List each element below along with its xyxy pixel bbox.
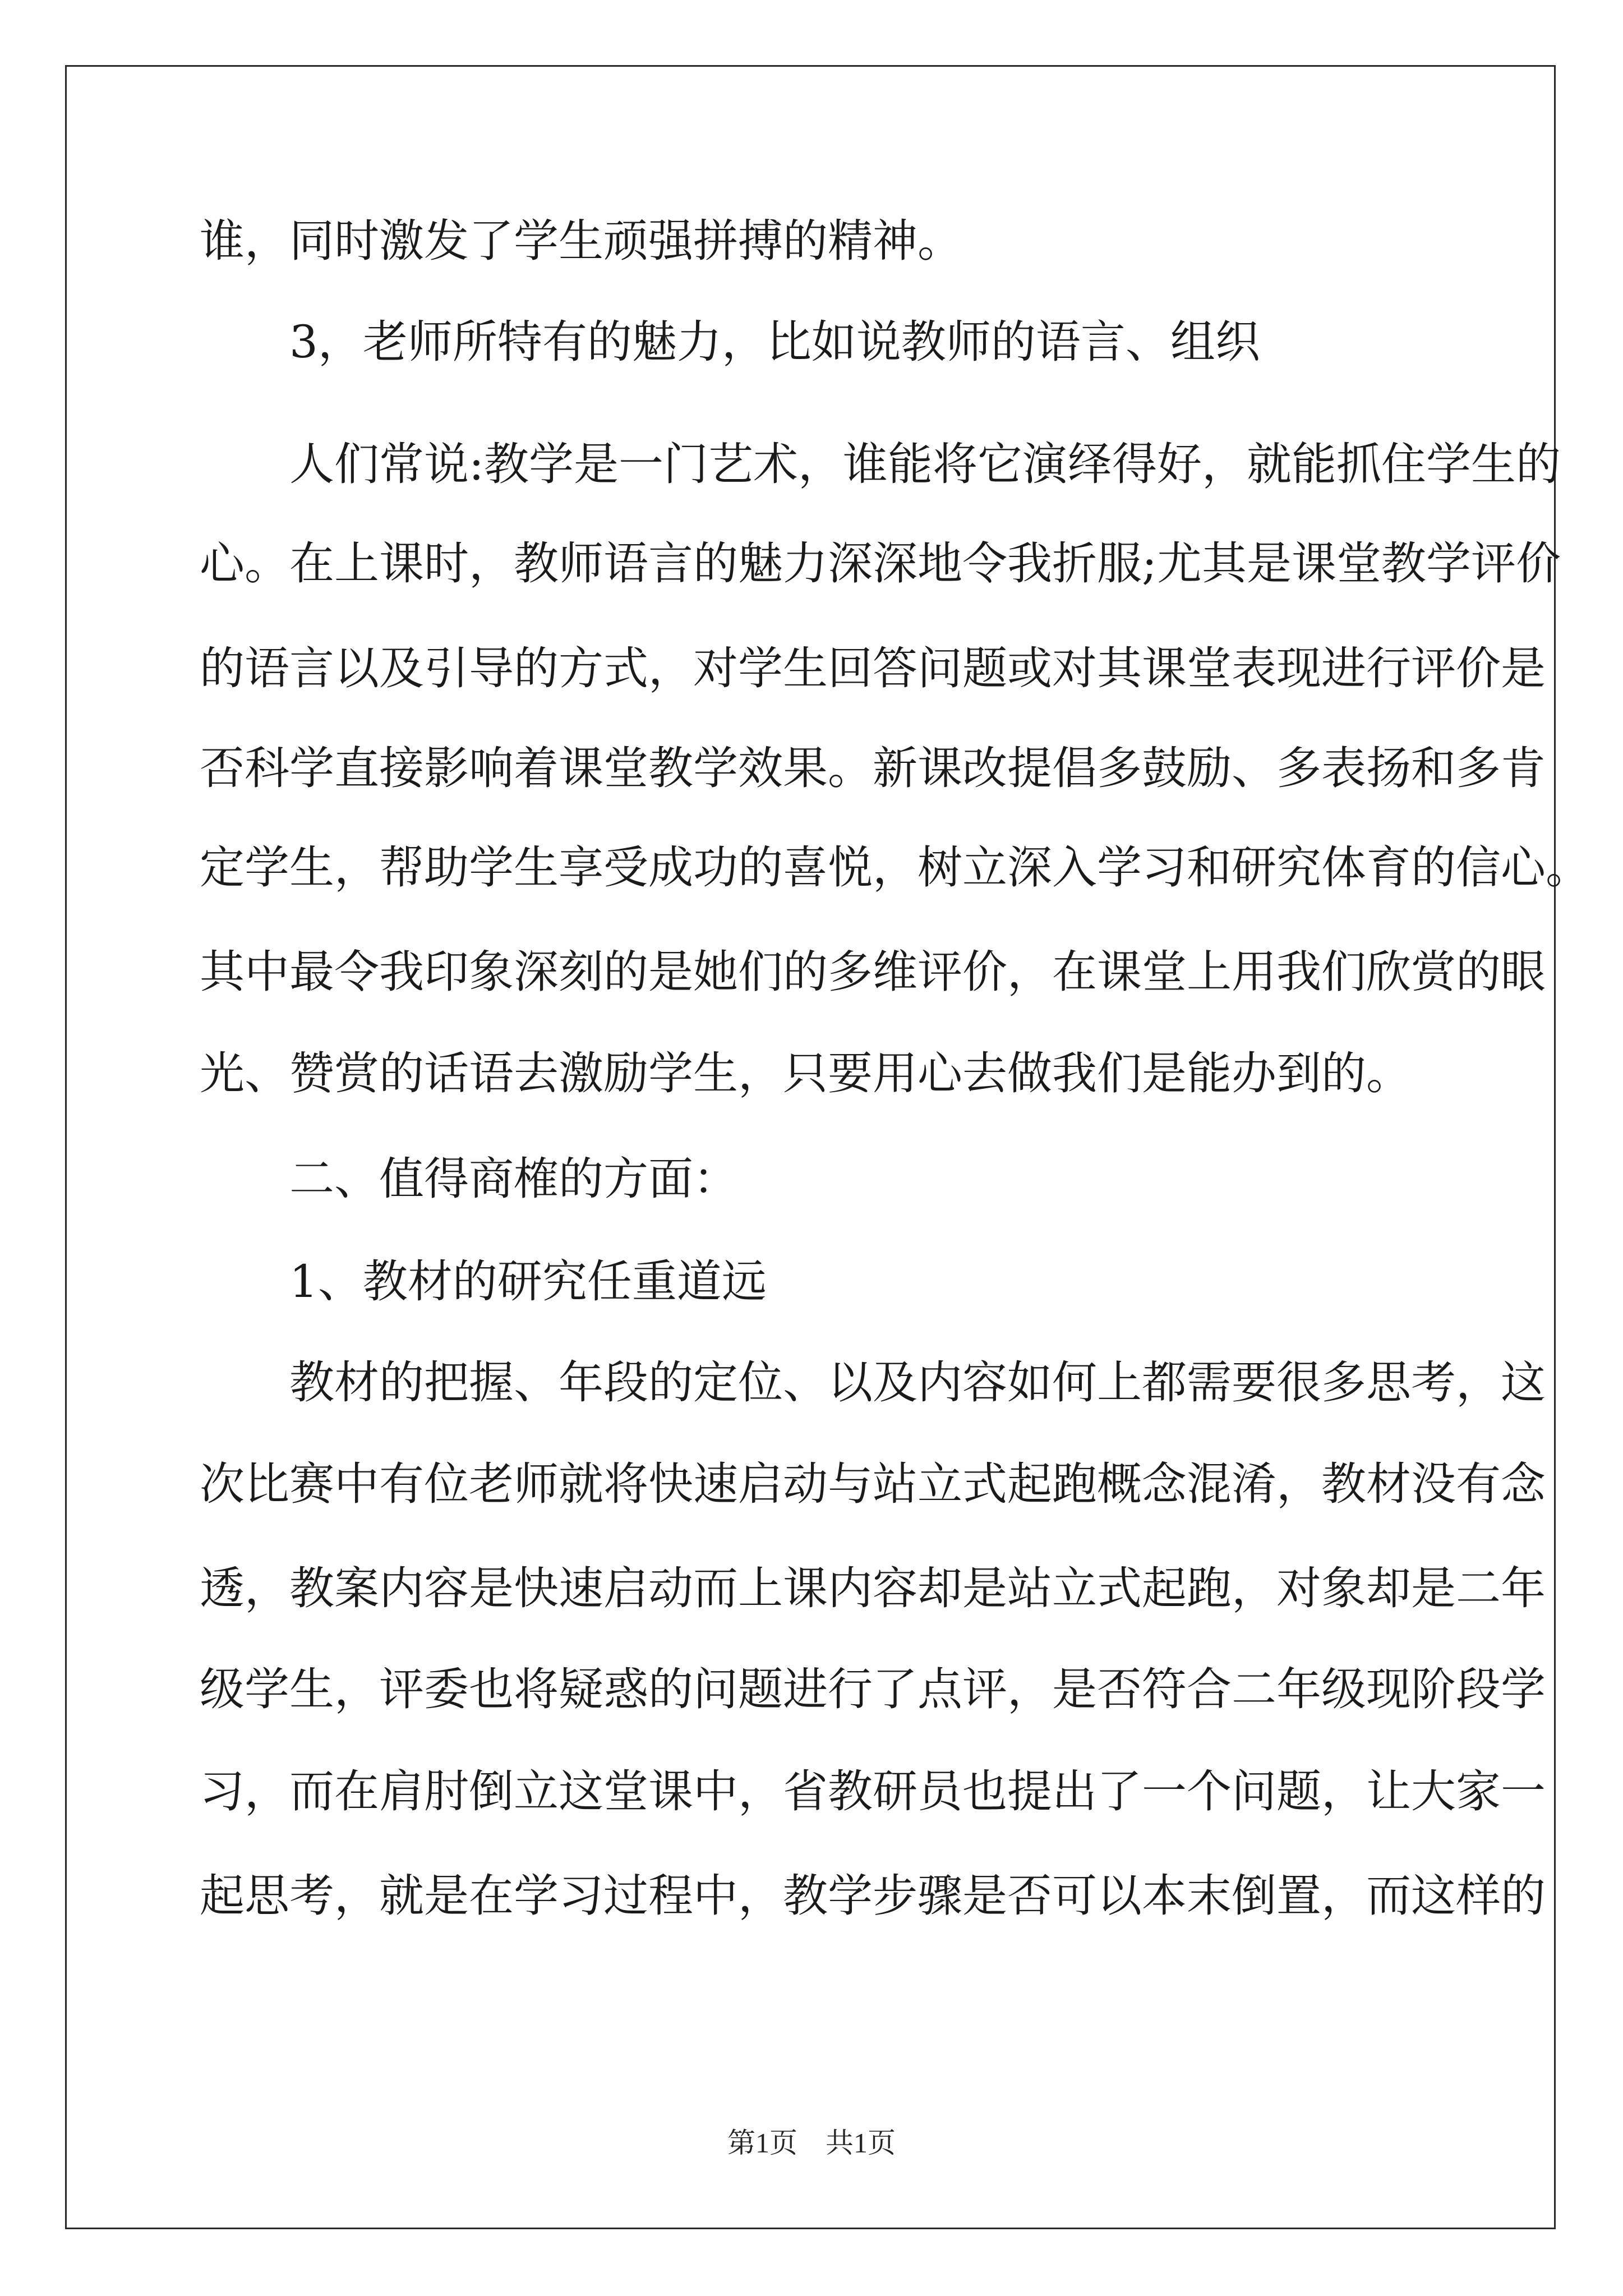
text-line-13: 次比赛中有位老师就将快速启动与站立式起跑概念混淆，教材没有念 xyxy=(200,1458,1546,1510)
text-line-12: 教材的把握、年段的定位、以及内容如何上都需要很多思考，这 xyxy=(289,1356,1546,1409)
text-line-1: 谁，同时激发了学生顽强拼搏的精神。 xyxy=(200,215,962,267)
text-line-4: 心。在上课时，教师语言的魅力深深地令我折服;尤其是课堂教学评价 xyxy=(200,537,1561,590)
text-line-2: 3，老师所特有的魅力，比如说教师的语言、组织 xyxy=(289,316,1260,368)
text-line-17: 起思考，就是在学习过程中，教学步骤是否可以本末倒置，而这样的 xyxy=(200,1870,1546,1922)
text-line-7: 定学生，帮助学生享受成功的喜悦，树立深入学习和研究体育的信心。 xyxy=(200,841,1590,894)
text-line-8: 其中最令我印象深刻的是她们的多维评价，在课堂上用我们欣赏的眼 xyxy=(200,946,1546,998)
text-line-3: 人们常说:教学是一门艺术，谁能将它演绎得好，就能抓住学生的 xyxy=(289,438,1561,490)
text-line-11: 1、教材的研究任重道远 xyxy=(289,1255,767,1308)
text-line-14: 透，教案内容是快速启动而上课内容却是站立式起跑，对象却是二年 xyxy=(200,1562,1546,1614)
text-line-5: 的语言以及引导的方式，对学生回答问题或对其课堂表现进行评价是 xyxy=(200,642,1546,694)
text-line-6: 否科学直接影响着课堂教学效果。新课改提倡多鼓励、多表扬和多肯 xyxy=(200,742,1546,794)
text-line-9: 光、赞赏的话语去激励学生，只要用心去做我们是能办到的。 xyxy=(200,1047,1411,1099)
text-line-16: 习，而在肩肘倒立这堂课中，省教研员也提出了一个问题，让大家一 xyxy=(200,1765,1546,1818)
page-number-footer: 第1页 共1页 xyxy=(727,2127,896,2159)
text-line-10: 二、值得商榷的方面： xyxy=(289,1153,738,1205)
text-line-15: 级学生，评委也将疑惑的问题进行了点评，是否符合二年级现阶段学 xyxy=(200,1663,1546,1715)
